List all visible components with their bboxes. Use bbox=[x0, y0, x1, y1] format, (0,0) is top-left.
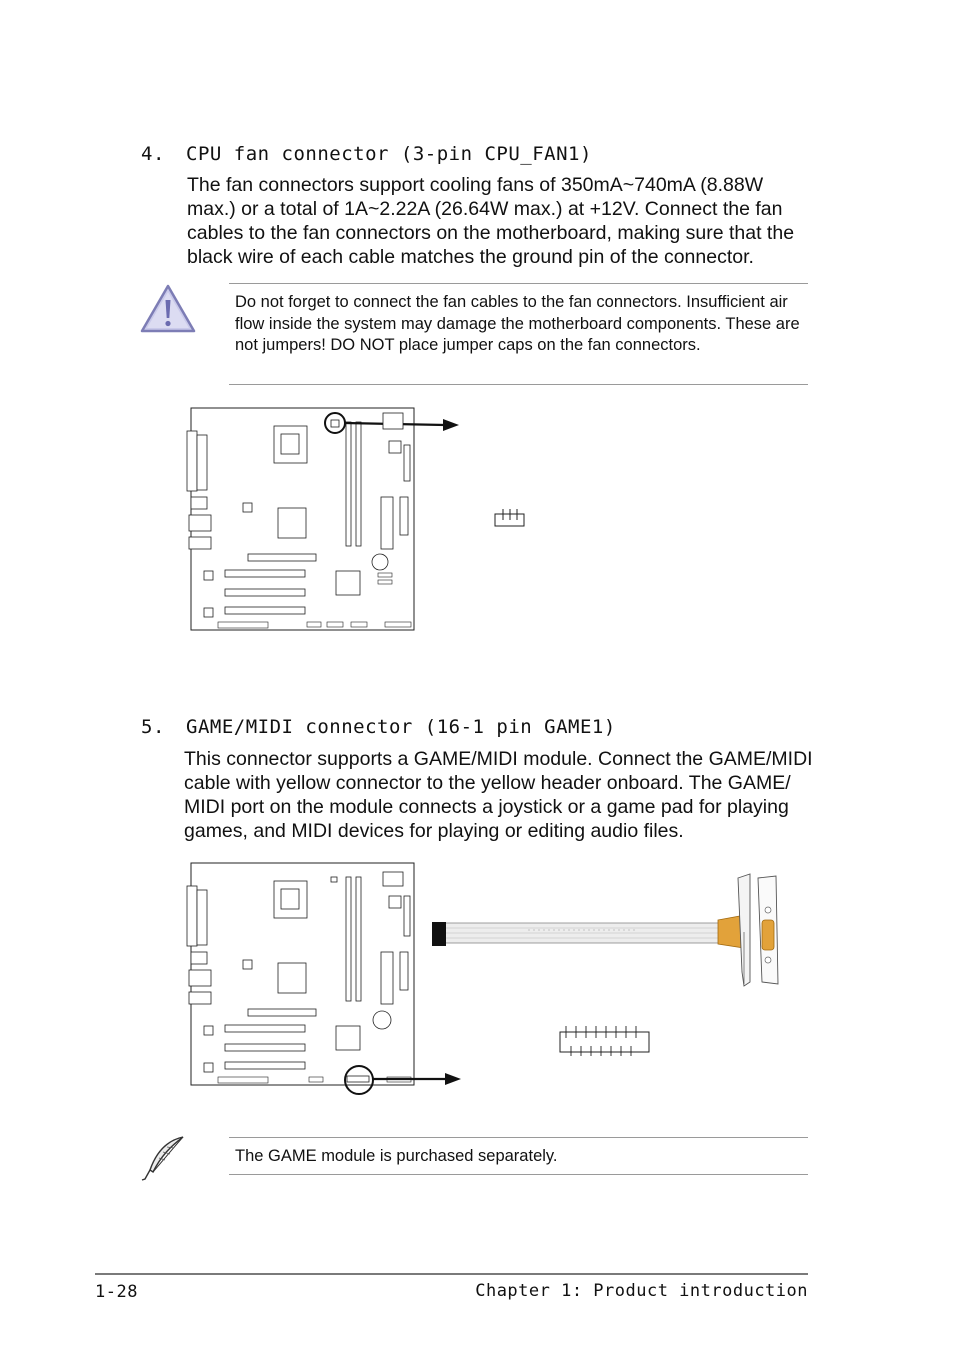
caution-bottom-rule bbox=[229, 384, 808, 385]
caution-text: Do not forget to connect the fan cables to the fan connectors. Insufficient air flow inside the system may damage the motherboard components. These are not jumpers! DO NOT place jumper caps on the fan connectors. bbox=[235, 293, 800, 354]
motherboard-diagram-cpu-fan bbox=[185, 405, 475, 635]
caution-top-rule bbox=[229, 283, 808, 284]
note-text: The GAME module is purchased separately. bbox=[235, 1147, 558, 1165]
game-connector-pins bbox=[556, 1022, 652, 1058]
section-4-heading bbox=[141, 143, 592, 165]
section-5-body: This connector supports a GAME/MIDI module. Connect the GAME/MIDI cable with yellow connector to the yellow header onboard. The GAME/ MIDI port on the module connects a joystick or a game pad for playing games, and MIDI devices for playing or editing audio files. bbox=[184, 748, 813, 842]
game-module-cable bbox=[428, 872, 788, 990]
section-number: 4. bbox=[141, 143, 165, 165]
cpu-fan-connector-pins bbox=[493, 508, 527, 528]
chapter-title: Chapter 1: Product introduction bbox=[475, 1281, 808, 1301]
note-bottom-rule bbox=[229, 1174, 808, 1175]
section-5-heading bbox=[141, 716, 616, 738]
footer-rule bbox=[95, 1273, 808, 1275]
warning-triangle-icon bbox=[139, 283, 197, 335]
section-4-body: The fan connectors support cooling fans of 350mA~740mA (8.88W max.) or a total of 1A~2.22A (26.64W max.) at +12V. Connect the fan cables to the fan connectors on the motherboard, making sure that the black wire of each cable matches the ground pin of the connector. bbox=[187, 174, 795, 268]
section-title: CPU fan connector (3-pin CPU_FAN1) bbox=[186, 143, 592, 165]
note-top-rule bbox=[229, 1137, 808, 1138]
section-number: 5. bbox=[141, 716, 165, 738]
section-title: GAME/MIDI connector (16-1 pin GAME1) bbox=[186, 716, 616, 738]
page-number: 1-28 bbox=[95, 1282, 138, 1302]
quill-pen-icon bbox=[139, 1134, 189, 1184]
